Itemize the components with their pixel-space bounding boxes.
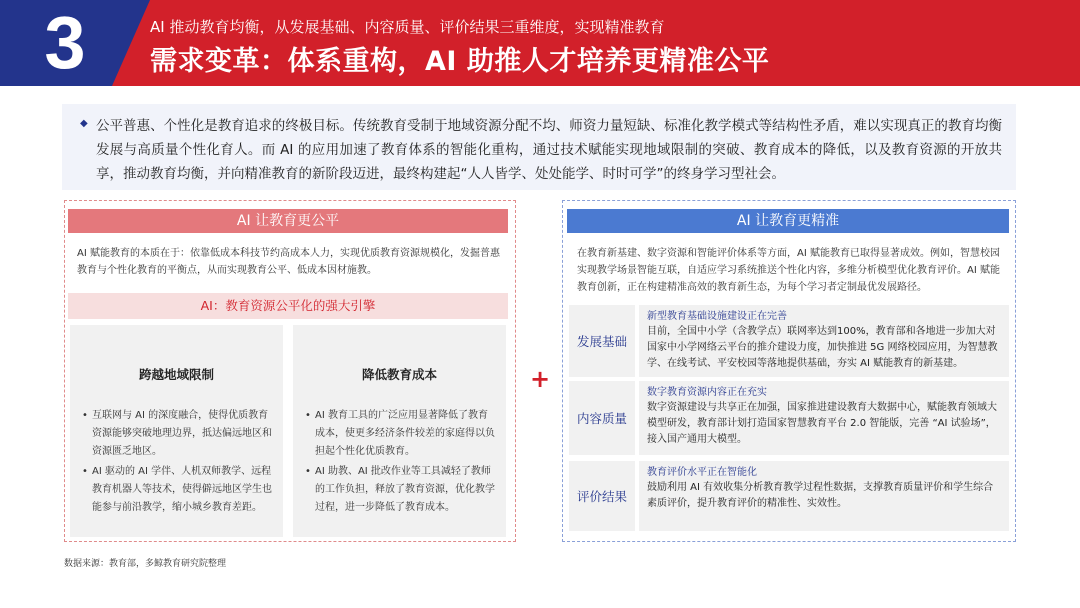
card-item: • AI 教育工具的广泛应用显著降低了教育成本，使更多经济条件较差的家庭得以负担起个性化优质教育。 (305, 407, 495, 461)
precision-description: 在教育新基建、数字资源和智能评价体系等方面，AI 赋能教育已取得显著成效。例如，智慧校园实现教学场景智能互联，自适应学习系统推送个性化内容，多维分析模型优化教育评价。AI 赋能教育创新，正在构建精准高效的教育新生态，为每个学习者定制最优发展路径。 (577, 248, 1000, 293)
fairness-panel (64, 200, 516, 542)
plus-icon: + (530, 365, 551, 393)
row-body (639, 461, 1009, 531)
row-evaluation (569, 461, 1009, 531)
intro-text: 公平普惠、个性化是教育追求的终极目标。传统教育受制于地域资源分配不均、师资力量短缺、标准化教学模式等结构性矛盾，难以实现真正的教育均衡发展与高质量个性化育人。而 AI 的应用加速了教育体系的智能化重构，通过技术赋能实现地域限制的突破、教育成本的降低，以及教育资源的开放共享，推动教育均衡，并向精准教育的新阶段迈进，最终构建起“人人皆学、处处能学、时时可学”的终身学习型社会。 (96, 118, 1002, 182)
row-foundation (569, 305, 1009, 377)
card-item: • AI 助教、AI 批改作业等工具减轻了教师的工作负担，释放了教育资源，优化教学过程，进一步降低了教育成本。 (305, 463, 495, 517)
page-subtitle: AI 推动教育均衡，从发展基础、内容质量、评价结果三重维度，实现精准教育 (150, 18, 665, 36)
diamond-bullet-icon: ◆ (80, 118, 88, 129)
header-banner (0, 0, 1080, 86)
row-label: 发展基础 (569, 305, 635, 377)
row-text: 鼓励利用 AI 有效收集分析教育教学过程性数据，支撑教育质量评价和学生综合素质评价，提升教育评价的精准性、实效性。 (647, 482, 994, 509)
row-label: 评价结果 (569, 461, 635, 531)
row-content (569, 381, 1009, 455)
fairness-subheader: AI：教育资源公平化的强大引擎 (68, 293, 508, 319)
row-text: 数字资源建设与共享正在加强，国家推进建设教育大数据中心，赋能教育领域大模型研发，教育部计划打造国家智慧教育平台 2.0 智能版，完善 “AI 试验场”，接入国产通用大模型。 (647, 402, 997, 445)
card-item: • 互联网与 AI 的深度融合，使得优质教育资源能够突破地理边界，抵达偏远地区和资源匮乏地区。 (82, 407, 272, 461)
card-list (82, 407, 272, 519)
card-title: 降低教育成本 (361, 367, 437, 382)
precision-panel (562, 200, 1016, 542)
card-title: 跨越地域限制 (138, 367, 214, 382)
page-title: 需求变革：体系重构，AI 助推人才培养更精准公平 (150, 46, 770, 77)
row-label: 内容质量 (569, 381, 635, 455)
source-note: 数据来源：教育部，多鲸教育研究院整理 (64, 559, 227, 569)
precision-header: AI 让教育更精准 (567, 209, 1009, 233)
row-body (639, 381, 1009, 455)
card-cost (293, 325, 506, 537)
card-item: • AI 驱动的 AI 学伴、人机双师教学、远程教育机器人等技术，使得僻远地区学生也能参与前沿教学，缩小城乡教育差距。 (82, 463, 272, 517)
fairness-header: AI 让教育更公平 (68, 209, 508, 233)
row-title: 数字教育资源内容正在充实 (647, 387, 767, 398)
card-list (305, 407, 495, 519)
row-title: 教育评价水平正在智能化 (647, 467, 757, 478)
row-title: 新型教育基础设施建设正在完善 (647, 311, 787, 322)
row-body (639, 305, 1009, 377)
row-text: 目前，全国中小学（含教学点）联网率达到100%，教育部和各地进一步加大对国家中小学网络云平台的推介建设力度，加快推进 5G 网络校园应用，为智慧教学、在线考试、平安校园等落地提供基础，夯实 AI 赋能教育的新基建。 (647, 326, 998, 369)
section-number: 3 (44, 1, 86, 84)
fairness-description: AI 赋能教育的本质在于：依靠低成本科技节约高成本人力，实现优质教育资源规模化，发掘普惠教育与个性化教育的平衡点，从而实现教育公平、低成本因材施教。 (77, 248, 500, 276)
intro-box (62, 104, 1016, 190)
card-region (70, 325, 283, 537)
